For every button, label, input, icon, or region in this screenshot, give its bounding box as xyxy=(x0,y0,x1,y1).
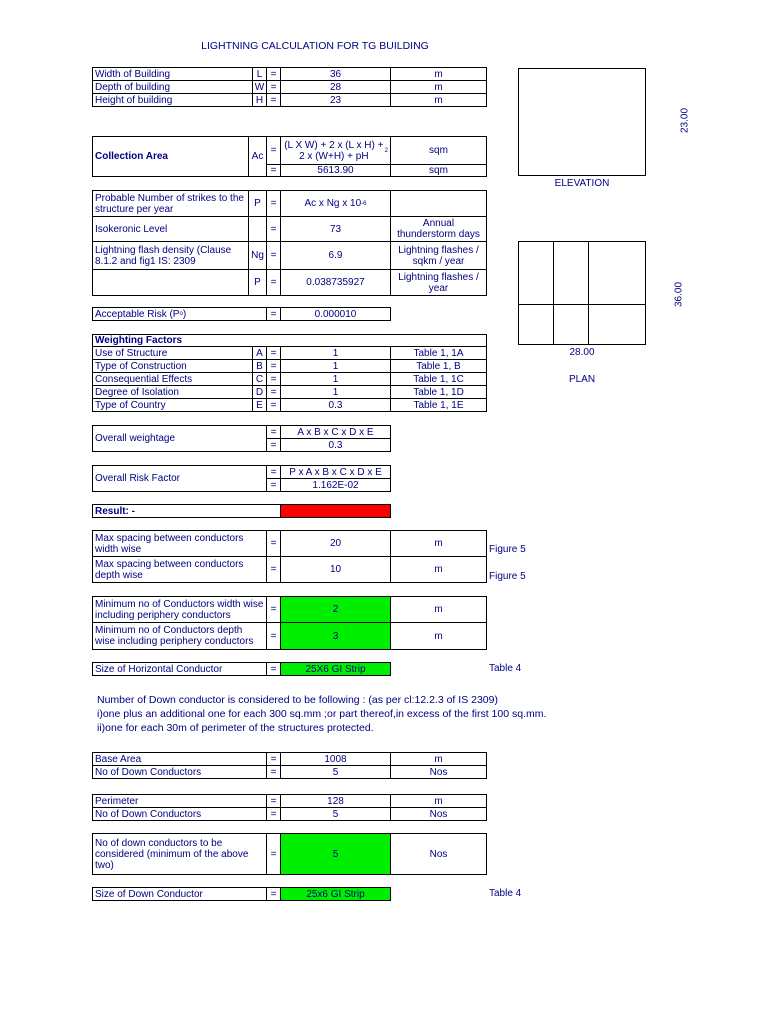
perimeter-unit: m xyxy=(390,794,487,808)
weight-equals: = xyxy=(266,346,281,360)
collection-label: Collection Area xyxy=(92,136,249,177)
plan-grid-line xyxy=(553,241,554,345)
overall-risk-equals: = xyxy=(266,478,281,492)
flash-density-equals: = xyxy=(266,241,281,270)
collection-symbol: Ac xyxy=(248,136,267,177)
weight-equals: = xyxy=(266,359,281,373)
weight-label: Use of Structure xyxy=(92,346,253,360)
down-conductor-note: Number of Down conductor is considered to be following : (as per cl:12.2.3 of IS 2309) xyxy=(97,694,498,706)
weight-value: 0.3 xyxy=(280,398,391,412)
weight-ref: Table 1, 1D xyxy=(390,385,487,399)
flash-density-unit: Lightning flashes / sqkm / year xyxy=(390,241,487,270)
weight-symbol: A xyxy=(252,346,267,360)
down-considered-unit: Nos xyxy=(390,833,487,875)
strikes-label: Probable Number of strikes to the structure per year xyxy=(92,190,249,217)
weight-symbol: B xyxy=(252,359,267,373)
weight-equals: = xyxy=(266,398,281,412)
overall-risk-equals: = xyxy=(266,465,281,479)
weight-label: Type of Country xyxy=(92,398,253,412)
spacing-equals: = xyxy=(266,530,281,557)
weight-equals: = xyxy=(266,372,281,386)
horizontal-conductor-ref: Table 4 xyxy=(489,663,522,674)
weighting-header: Weighting Factors xyxy=(92,334,487,347)
collection-unit: sqm xyxy=(390,136,487,165)
plan-outline xyxy=(518,241,646,345)
base-value: 5 xyxy=(280,765,391,779)
base-unit: Nos xyxy=(390,765,487,779)
probable-value: 0.038735927 xyxy=(280,269,391,296)
spacing-unit: m xyxy=(390,556,487,583)
dim-symbol: L xyxy=(252,67,267,81)
plan-width-label: 28.00 xyxy=(569,347,595,358)
perimeter-equals: = xyxy=(266,807,281,821)
elevation-outline xyxy=(518,68,646,176)
weight-label: Degree of Isolation xyxy=(92,385,253,399)
collection-value-unit: sqm xyxy=(390,164,487,177)
spacing-value: 20 xyxy=(280,530,391,557)
min-conductors-label: Minimum no of Conductors width wise including periphery conductors xyxy=(92,596,267,623)
min-conductors-label: Minimum no of Conductors depth wise including periphery conductors xyxy=(92,622,267,650)
overall-weightage-equals: = xyxy=(266,425,281,439)
base-label: Base Area xyxy=(92,752,267,766)
dim-value: 28 xyxy=(280,80,391,94)
dim-unit: m xyxy=(390,80,487,94)
weight-equals: = xyxy=(266,385,281,399)
perimeter-label: No of Down Conductors xyxy=(92,807,267,821)
min-conductors-unit: m xyxy=(390,622,487,650)
acceptable-risk-value: 0.000010 xyxy=(280,307,391,321)
isokeronic-value: 73 xyxy=(280,216,391,242)
horizontal-conductor-equals: = xyxy=(266,662,281,676)
dim-equals: = xyxy=(266,93,281,107)
isokeronic-label: Isokeronic Level xyxy=(92,216,249,242)
plan-label: PLAN xyxy=(568,374,596,385)
collection-value: 5613.90 xyxy=(280,164,391,177)
down-size-value: 25x6 GI Strip xyxy=(280,887,391,901)
base-value: 1008 xyxy=(280,752,391,766)
collection-equals: = xyxy=(266,136,281,165)
weight-value: 1 xyxy=(280,346,391,360)
dim-label: Depth of building xyxy=(92,80,253,94)
overall-risk-value: 1.162E-02 xyxy=(280,478,391,492)
perimeter-equals: = xyxy=(266,794,281,808)
perimeter-unit: Nos xyxy=(390,807,487,821)
spacing-ref: Figure 5 xyxy=(489,544,526,555)
base-equals: = xyxy=(266,752,281,766)
overall-weightage-equals: = xyxy=(266,438,281,452)
base-equals: = xyxy=(266,765,281,779)
weight-ref: Table 1, 1E xyxy=(390,398,487,412)
weight-ref: Table 1, B xyxy=(390,359,487,373)
down-size-label: Size of Down Conductor xyxy=(92,887,267,901)
overall-risk-formula: P x A x B x C x D x E xyxy=(280,465,391,479)
overall-weightage-label: Overall weightage xyxy=(92,425,267,452)
spacing-ref: Figure 5 xyxy=(489,571,526,582)
elevation-label: ELEVATION xyxy=(554,178,610,189)
weight-value: 1 xyxy=(280,372,391,386)
min-conductors-value: 3 xyxy=(280,622,391,650)
probable-unit: Lightning flashes / year xyxy=(390,269,487,296)
min-conductors-equals: = xyxy=(266,596,281,623)
min-conductors-unit: m xyxy=(390,596,487,623)
collection-equals: = xyxy=(266,164,281,177)
horizontal-conductor-label: Size of Horizontal Conductor xyxy=(92,662,267,676)
weight-label: Type of Construction xyxy=(92,359,253,373)
strikes-formula: Ac x Ng x 10 -6 xyxy=(280,190,391,217)
down-conductor-note: ii)one for each 30m of perimeter of the structures protected. xyxy=(97,722,374,734)
down-considered-value: 5 xyxy=(280,833,391,875)
strikes-symbol: P xyxy=(248,190,267,217)
weight-value: 1 xyxy=(280,359,391,373)
weight-ref: Table 1, 1A xyxy=(390,346,487,360)
flash-density-symbol: Ng xyxy=(248,241,267,270)
overall-weightage-formula: A x B x C x D x E xyxy=(280,425,391,439)
weight-symbol: C xyxy=(252,372,267,386)
strikes-unit-empty xyxy=(390,190,487,217)
overall-risk-label: Overall Risk Factor xyxy=(92,465,267,492)
spacing-equals: = xyxy=(266,556,281,583)
flash-density-value: 6.9 xyxy=(280,241,391,270)
probable-empty xyxy=(92,269,249,296)
isokeronic-symbol xyxy=(248,216,267,242)
dim-value: 36 xyxy=(280,67,391,81)
weight-symbol: E xyxy=(252,398,267,412)
dim-unit: m xyxy=(390,93,487,107)
perimeter-label: Perimeter xyxy=(92,794,267,808)
spacing-unit: m xyxy=(390,530,487,557)
plan-depth-label: 36.00 xyxy=(673,281,685,308)
acceptable-risk-label: Acceptable Risk (P o ) xyxy=(92,307,267,321)
down-considered-equals: = xyxy=(266,833,281,875)
perimeter-value: 5 xyxy=(280,807,391,821)
strikes-equals: = xyxy=(266,190,281,217)
down-considered-label: No of down conductors to be considered (minimum of the above two) xyxy=(92,833,267,875)
flash-density-label: Lightning flash density (Clause 8.1.2 and fig1 IS: 2309 xyxy=(92,241,249,270)
min-conductors-equals: = xyxy=(266,622,281,650)
base-unit: m xyxy=(390,752,487,766)
weight-ref: Table 1, 1C xyxy=(390,372,487,386)
dim-unit: m xyxy=(390,67,487,81)
probable-equals: = xyxy=(266,269,281,296)
plan-grid-line xyxy=(588,241,589,345)
weight-value: 1 xyxy=(280,385,391,399)
dim-equals: = xyxy=(266,80,281,94)
spacing-value: 10 xyxy=(280,556,391,583)
perimeter-value: 128 xyxy=(280,794,391,808)
spacing-label: Max spacing between conductors depth wise xyxy=(92,556,267,583)
dim-label: Width of Building xyxy=(92,67,253,81)
isokeronic-equals: = xyxy=(266,216,281,242)
page-title: LIGHTNING CALCULATION FOR TG BUILDING xyxy=(201,40,429,52)
overall-weightage-value: 0.3 xyxy=(280,438,391,452)
acceptable-risk-equals: = xyxy=(266,307,281,321)
weight-label: Consequential Effects xyxy=(92,372,253,386)
dim-value: 23 xyxy=(280,93,391,107)
collection-formula: (L X W) + 2 x (L x H) + 2 x (W+H) + pH 2 xyxy=(280,136,391,165)
dim-label: Height of building xyxy=(92,93,253,107)
result-status-badge: Protection Needed xyxy=(280,504,391,518)
dim-symbol: W xyxy=(252,80,267,94)
down-size-ref: Table 4 xyxy=(489,888,522,899)
dim-equals: = xyxy=(266,67,281,81)
isokeronic-unit: Annual thunderstorm days xyxy=(390,216,487,242)
down-conductor-note: i)one plus an additional one for each 300 sq.mm ;or part thereof,in excess of the first 100 sq.mm. xyxy=(97,708,547,720)
dim-symbol: H xyxy=(252,93,267,107)
horizontal-conductor-value: 25X6 GI Strip xyxy=(280,662,391,676)
spacing-label: Max spacing between conductors width wise xyxy=(92,530,267,557)
base-label: No of Down Conductors xyxy=(92,765,267,779)
plan-grid-line xyxy=(518,304,646,305)
result-label: Result: - xyxy=(92,504,281,518)
elevation-height-label: 23.00 xyxy=(679,107,691,134)
probable-symbol: P xyxy=(248,269,267,296)
weight-symbol: D xyxy=(252,385,267,399)
min-conductors-value: 2 xyxy=(280,596,391,623)
down-size-equals: = xyxy=(266,887,281,901)
